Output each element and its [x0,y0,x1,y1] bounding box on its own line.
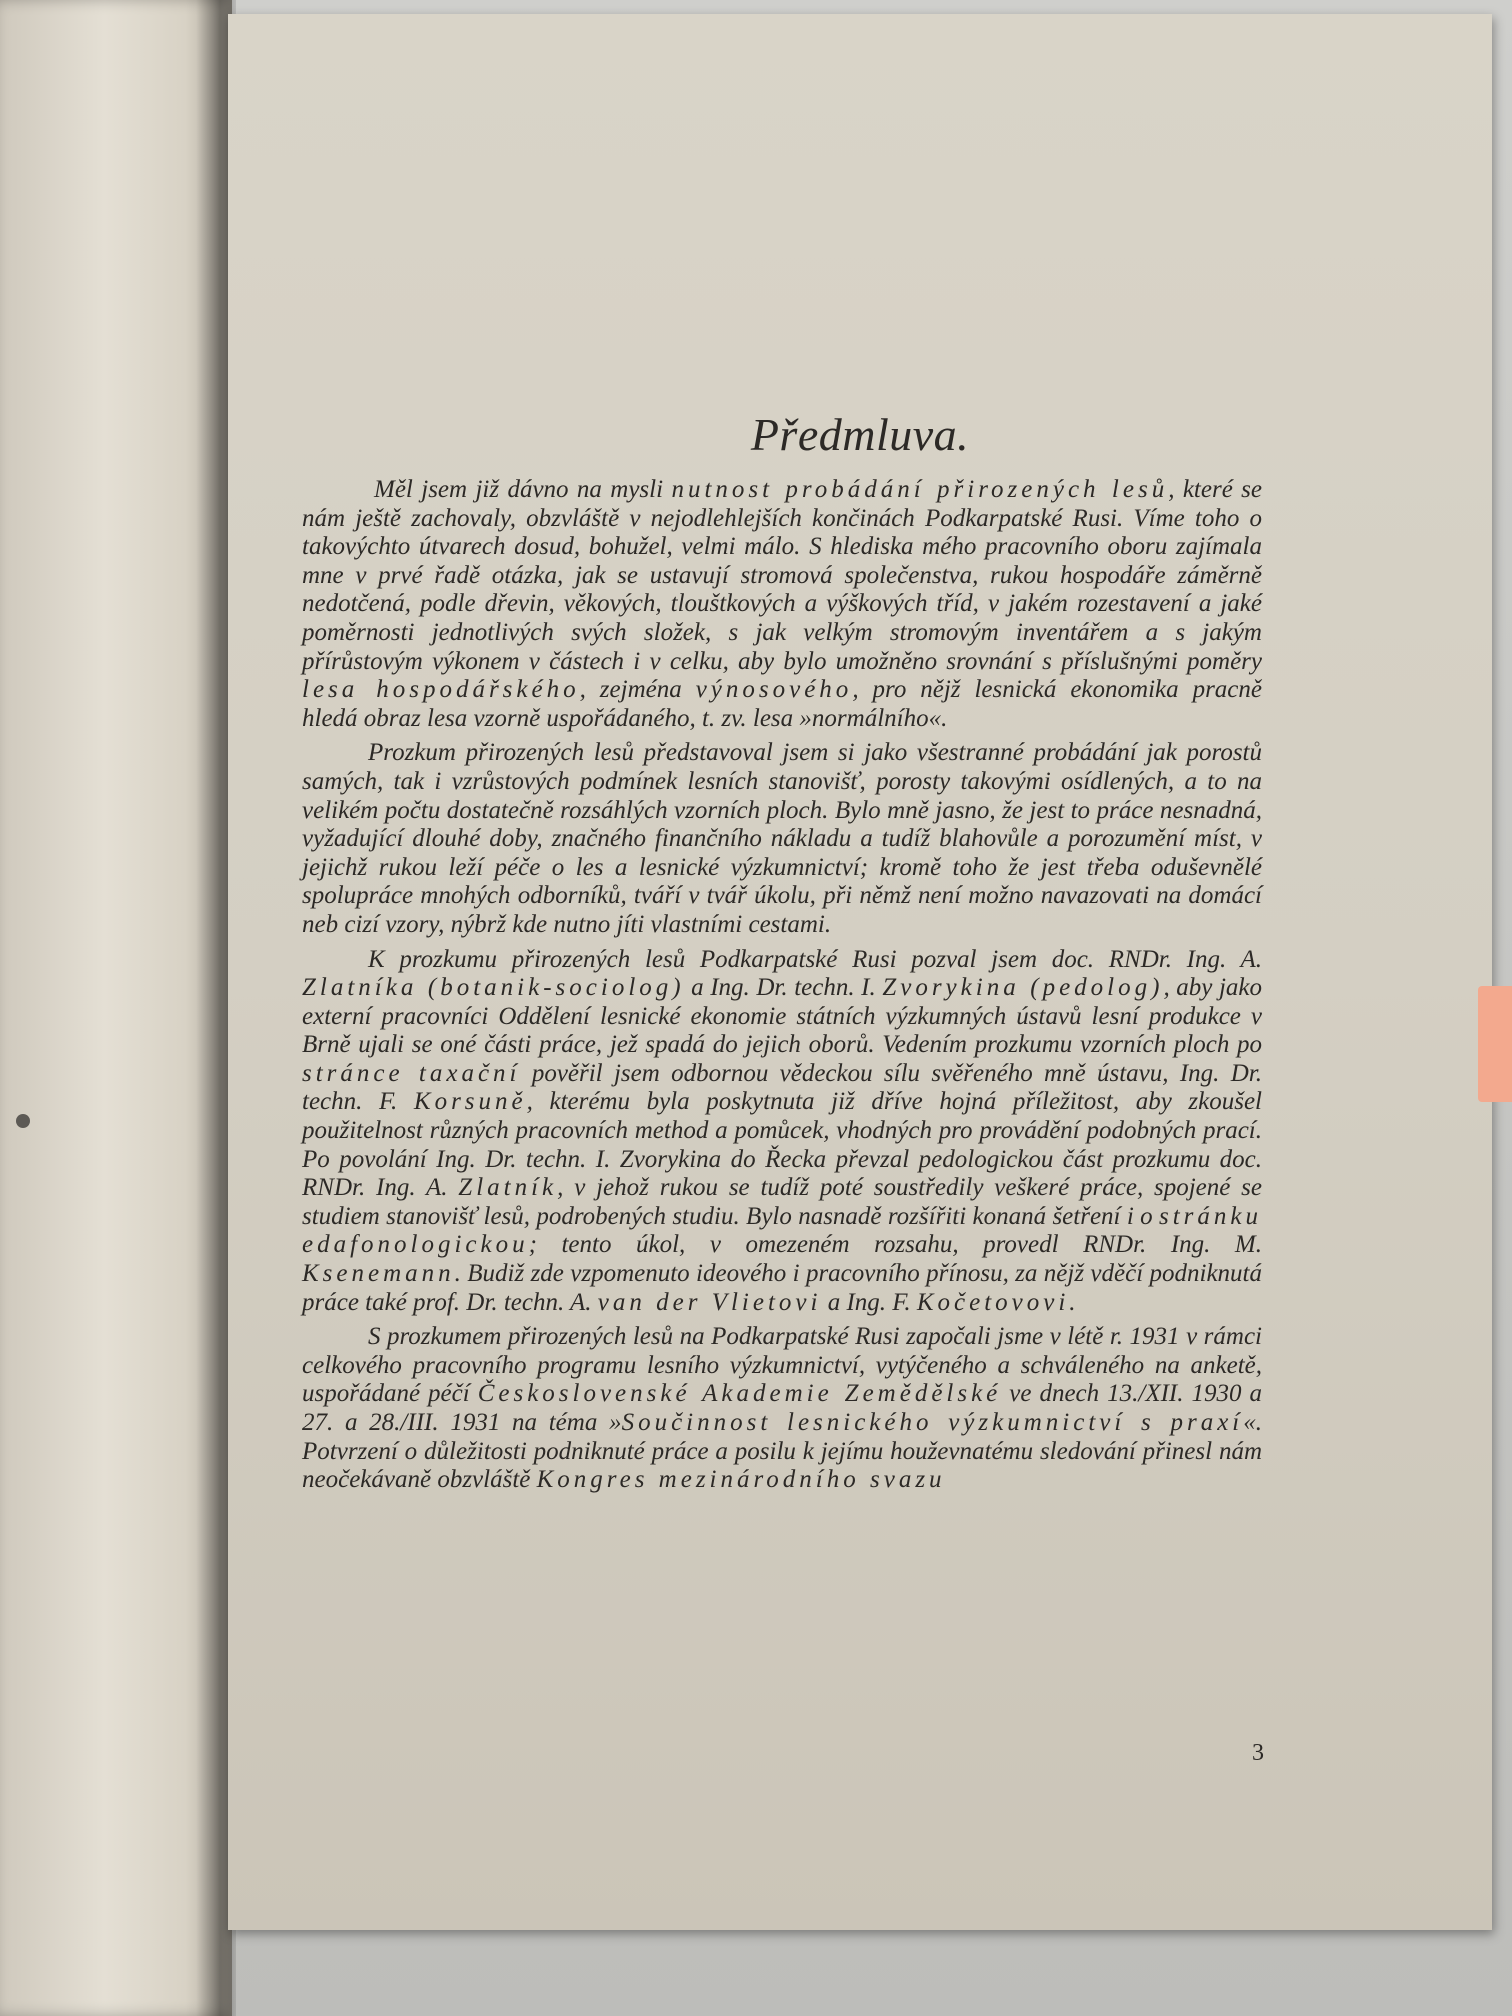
text-run: «. Potvrzení o důležitosti podniknuté práce a posilu k jejímu houževnatému sledování přinesl nám neočekávaně obzvláště [302,1409,1262,1494]
text-run: K prozkumu přirozených lesů Podkarpatské Rusi pozval jsem doc. RNDr. Ing. A. [368,945,1262,973]
spaced-emphasis-text: Zvorykina (pedolog) [882,974,1164,1002]
text-run: . Budiž zde vzpomenuto ideového i pracovního přínosu, za nějž vděčí podniknutá práce také prof. Dr. techn. A. [302,1260,1262,1316]
spaced-emphasis-text: nutnost probádání přirozených lesů [671,476,1169,503]
text-run: , které se nám ještě zachovaly, obzvláště v nejodlehlejších končinách Podkarpatské Rusi. Víme toho o takovýchto útvarech dosud, bohužel, velmi málo. S hlediska mého pracovního oboru zajímala mne v prvé řadě otázka, jak se ustavují stromová společenstva, rukou hospodáře záměrně nedotčená, podle dřevin, věkových, tlouštkových a výškových tříd, v jakém rozestavení a jaké poměrnosti jednotlivých svých složek, s jak velkým stromovým inventářem a s jakým přírůstovým výkonem v částech i v celku, aby bylo umožněno srovnání s příslušnými poměry [302,476,1262,675]
spaced-emphasis-text: van der Vlietovi [597,1288,822,1316]
spaced-emphasis-text: Ksenemann [302,1260,455,1288]
page-title: Předmluva. [750,409,970,460]
text-run: ve dnech 13./XII. 1930 a 27. a 28./III. 1931 na téma » [302,1380,1262,1436]
spaced-emphasis-text: stránku edafonologickou [302,1202,1262,1259]
spaced-emphasis-text: Součinnost lesnického výzkumnictví s praxí [621,1409,1244,1436]
text-run: , zejména [579,676,696,704]
spaced-emphasis-text: Zlatníka (botanik-sociolog) [302,974,685,1002]
page-number: 3 [1252,1740,1264,1766]
text-run: ; tento úkol, v omezeném rozsahu, provedl RNDr. Ing. M. [528,1231,1262,1259]
spaced-emphasis-text: stránce taxační [302,1059,521,1087]
body-text [302,476,1262,1501]
spaced-emphasis-text: Kočetovovi [916,1288,1070,1316]
spaced-emphasis-text: Československé Akademie Zemědělské [477,1380,1002,1408]
text-run: Prozkum přirozených lesů představoval jsem si jako všestranné probádání jak porostů samých, tak i vzrůstových podmínek lesních stanovišť, porosty takovými osídlených, a to na velikém počtu dostatečně rozsáhlých vzorních ploch. Bylo mně jasno, že jest to práce nesnadná, vyžadující dlouhé doby, značného finančního nákladu a tudíž blahovůle a porozumění míst, v jejichž rukou leží péče o les a lesnické výzkumnictví; kromě toho že jest třeba oduševnělé spolupráce mnohých odborníků, tváří v tvář úkolu, při němž není možno navazovati na domácí neb cizí vzory, nýbrž kde nutno jíti vlastními cestami. [302,739,1262,938]
paragraph-2 [302,739,1262,939]
text-run: , kterému byla poskytnuta již dříve hojná příležitost, aby zkoušel použitelnost různých pracovních method a pomůcek, vhodných pro provádění podobných prací. Po povolání Ing. Dr. techn. I. Zvorykina do Řecka převzal pedologickou část prozkumu doc. RNDr. Ing. A. [302,1088,1263,1202]
bookmark-tab[interactable] [1478,986,1512,1102]
text-run: , pro nějž lesnická ekonomika pracně hledá obraz lesa vzorně uspořádaného, t. zv. lesa »normálního«. [302,676,1262,732]
spaced-emphasis-text: lesa hospodářského [302,676,580,704]
text-run: Měl jsem již dávno na mysli [374,476,672,503]
spaced-emphasis-text: výnosového [695,676,853,704]
spaced-emphasis-text: Kongres mezinárodního svazu [536,1466,946,1494]
text-run: pověřil jsem odbornou vědeckou sílu svěřeného mně ústavu, Ing. Dr. techn. F. [302,1059,1262,1116]
text-run: . [1069,1288,1076,1316]
text-run: , aby jako externí pracovníci Oddělení lesnické ekonomie státních výzkumných ústavů lesní produkce v Brně ujali se oné části práce, jež spadá do jejich oborů. Vedením prozkumu vzorních ploch po [302,974,1262,1059]
paragraph-4 [302,1323,1262,1495]
binding-hole [16,1114,30,1128]
spaced-emphasis-text: Zlatník [458,1174,558,1202]
text-run: a Ing. F. [821,1288,917,1316]
spaced-emphasis-text: Korsuně [413,1088,527,1116]
paragraph-3 [302,946,1262,1318]
text-run: S prozkumem přirozených lesů na Podkarpatské Rusi započali jsme v létě r. 1931 v rámci celkového pracovního programu lesního výzkumnictví, vytýčeného a schváleného na anketě, uspořádané péčí [302,1323,1262,1408]
text-run: a Ing. Dr. techn. I. [684,974,883,1002]
paragraph-1 [302,476,1262,733]
text-run: , v jehož rukou se tudíž poté soustředily veškeré práce, spojené se studiem stanovišť lesů, podrobených studiu. Bylo nasnadě rozšířiti konaná šetření i o [302,1174,1263,1230]
